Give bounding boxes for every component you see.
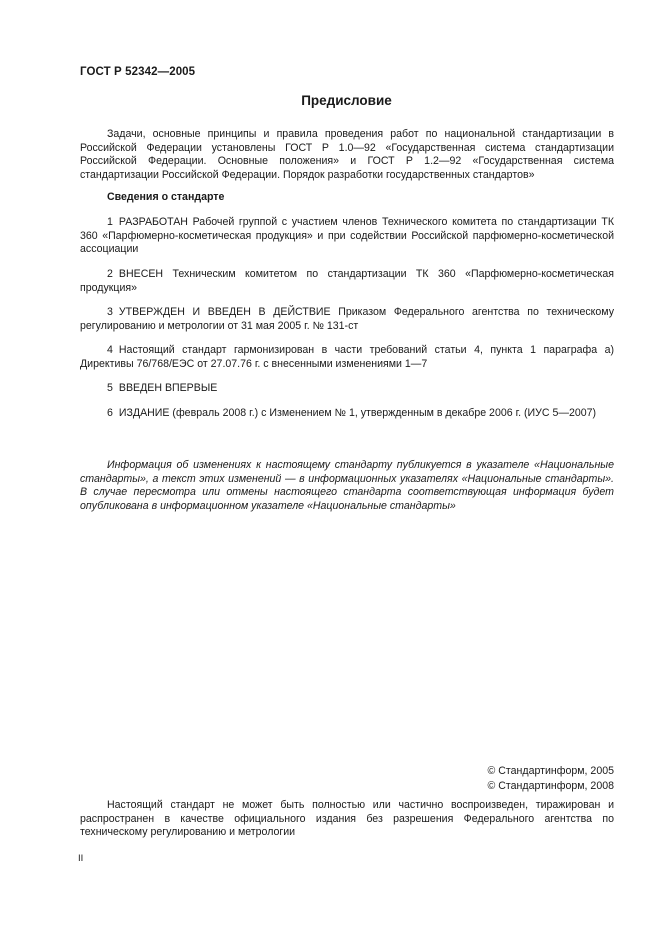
item-text: Настоящий стандарт гармонизирован в части требований статьи 4, пункта 1 параграфа а) Директивы 76/768/ЕЭС от 27.07.76 г. с внесенными изменениями 1—7	[80, 344, 614, 370]
copyright-block	[488, 764, 614, 794]
legal-notice: Настоящий стандарт не может быть полностью или частично воспроизведен, тиражирован и распространен в качестве официального издания без разрешения Федерального агентства по техническому регулированию и метрологии	[80, 799, 614, 839]
list-item	[80, 382, 614, 396]
item-number: 6	[107, 407, 113, 419]
item-text: ВВЕДЕН ВПЕРВЫЕ	[118, 382, 218, 394]
intro-paragraph: Задачи, основные принципы и правила проведения работ по национальной стандартизации в Российской Федерации установлены ГОСТ Р 1.0—92 «Государственная система стандартизации Российской Федерации. Основные положения» и ГОСТ Р 1.2—92 «Государственная система стандартизации Российской Федерации. Порядок разработки государственных стандартов»	[80, 128, 614, 181]
item-number: 4	[107, 344, 113, 356]
item-text: УТВЕРЖДЕН И ВВЕДЕН В ДЕЙСТВИЕ Приказом Федерального агентства по техническому регулированию и метрологии от 31 мая 2005 г. № 131-ст	[80, 306, 614, 332]
list-item	[80, 306, 614, 333]
copyright-line: © Стандартинформ, 2005	[487, 765, 614, 777]
page-number: II	[78, 853, 84, 864]
item-number: 1	[107, 216, 113, 228]
item-number: 3	[107, 306, 113, 318]
page-title: Предисловие	[301, 93, 392, 108]
section-title: Сведения о стандарте	[107, 191, 225, 203]
info-note: Информация об изменениях к настоящему стандарту публикуется в указателе «Национальные стандарты», а текст этих изменений — в информационных указателях «Национальные стандарты». В случае пересмотра или отмены настоящего стандарта соответствующая информация будет опубликована в информационном указателе «Национальные стандарты»	[80, 459, 614, 512]
copyright-line: © Стандартинформ, 2008	[487, 780, 614, 792]
list-item	[80, 344, 614, 371]
item-text: РАЗРАБОТАН Рабочей группой с участием членов Технического комитета по стандартизации ТК 360 «Парфюмерно-косметическая продукция» и при содействии Российской парфюмерно-косметической ассоциации	[80, 216, 614, 256]
item-text: ИЗДАНИЕ (февраль 2008 г.) с Изменением № 1, утвержденным в декабре 2006 г. (ИУС 5—2007)	[118, 407, 597, 419]
list-item	[80, 407, 614, 421]
list-item	[80, 216, 614, 257]
item-text: ВНЕСЕН Техническим комитетом по стандартизации ТК 360 «Парфюмерно-косметическая продукция»	[80, 268, 614, 294]
item-number: 5	[107, 382, 113, 394]
item-number: 2	[107, 268, 113, 280]
list-item	[80, 268, 614, 295]
standard-code: ГОСТ Р 52342—2005	[80, 66, 196, 78]
